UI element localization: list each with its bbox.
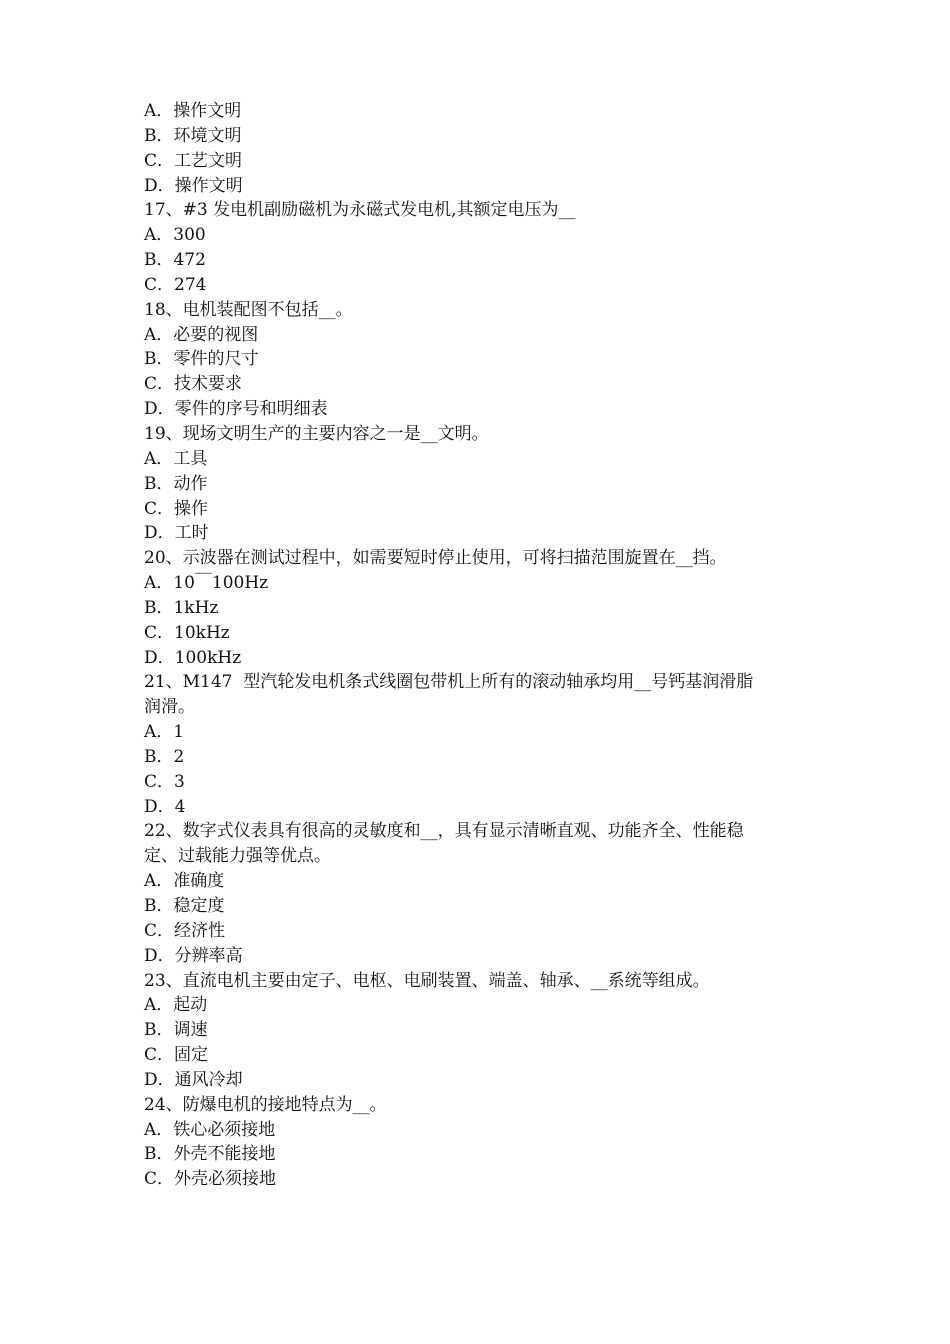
option-line: D．通风冷却 <box>144 1069 243 1090</box>
option-line: B．零件的尺寸 <box>144 349 259 370</box>
option-line: A．必要的视图 <box>144 324 259 345</box>
option-line: B．稳定度 <box>144 896 225 916</box>
question-20: 20、示波器在测试过程中，如需要短时停止使用，可将扫描范围旋置在__挡。 <box>144 548 727 569</box>
option-line: A．工具 <box>144 448 208 469</box>
question-22-continued: 定、过载能力强等优点。 <box>144 846 331 867</box>
option-line: B．2 <box>144 746 185 767</box>
option-line: C．工艺文明 <box>144 150 243 171</box>
option-line: A．铁心必须接地 <box>144 1119 276 1140</box>
question-21: 21、M147 型汽轮发电机条式线圈包带机上所有的滚动轴承均用__号钙基润滑脂 <box>144 672 754 693</box>
question-24: 24、防爆电机的接地特点为__。 <box>144 1094 387 1115</box>
option-line: C．3 <box>144 771 185 792</box>
question-19: 19、现场文明生产的主要内容之一是__文明。 <box>144 423 489 444</box>
option-line: A．准确度 <box>144 871 225 892</box>
option-line: B．472 <box>144 250 206 271</box>
option-line: B．环境文明 <box>144 125 242 146</box>
question-17: 17、#3 发电机副励磁机为永磁式发电机,其额定电压为__ <box>144 200 576 221</box>
option-line: C．外壳必须接地 <box>144 1169 277 1190</box>
option-line: B．1kHz <box>144 597 219 618</box>
option-line: D．100kHz <box>144 647 242 668</box>
option-line: D．零件的序号和明细表 <box>144 399 328 420</box>
option-line: A．起动 <box>144 995 208 1016</box>
option-line: A．1 <box>144 722 185 743</box>
option-line: D．4 <box>144 796 186 817</box>
option-line: C．操作 <box>144 498 209 519</box>
option-line: B．动作 <box>144 473 208 494</box>
question-23: 23、直流电机主要由定子、电枢、电刷装置、端盖、轴承、__系统等组成。 <box>144 970 710 991</box>
option-line: B．外壳不能接地 <box>144 1144 276 1165</box>
question-21-continued: 润滑。 <box>144 697 195 718</box>
option-line: A．操作文明 <box>144 101 242 121</box>
option-line: C．固定 <box>144 1045 209 1066</box>
document-page <box>144 99 824 1192</box>
option-line: C．10kHz <box>144 622 230 643</box>
question-18: 18、电机装配图不包括__。 <box>144 299 353 320</box>
option-line: C．经济性 <box>144 920 226 941</box>
option-line: D．工时 <box>144 523 209 544</box>
option-line: D．分辨率高 <box>144 945 243 966</box>
option-line: B．调速 <box>144 1020 208 1041</box>
option-line: A．300 <box>144 225 206 246</box>
option-line: C．274 <box>144 274 207 295</box>
option-line: A．10￣100Hz <box>144 573 269 594</box>
option-line: C．技术要求 <box>144 374 243 395</box>
question-22: 22、数字式仪表具有很高的灵敏度和__，具有显示清晰直观、功能齐全、性能稳 <box>144 821 744 842</box>
option-line: D．操作文明 <box>144 175 243 196</box>
